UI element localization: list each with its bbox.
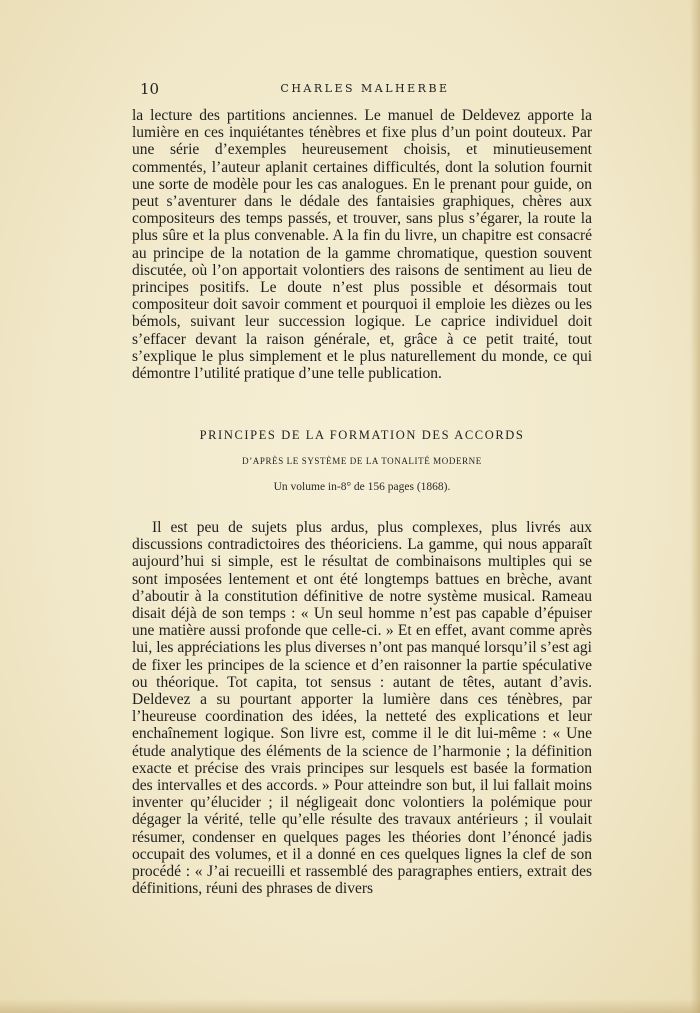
paragraph-deldevez-manual: la lecture des partitions anciennes. Le manuel de Deldevez apporte la lumière en ces inquiétantes ténèbres et fixe plus d’un point douteux. Par une série d’exemples heureusement choisis, et minutieusement commentés, l’auteur aplanit certaines difficultés, dont la solution fournit une sorte de modèle pour les cas analogues. En le prenant pour guide, on peut s’aventurer dans le dédale des fantaisies graphiques, chères aux compositeurs des temps passés, et trouver, sans plus s’égarer, la route la plus sûre et la plus convenable. A la fin du livre, un chapitre est consacré au principe de la notation de la gamme chromatique, question souvent discutée, où l’on apportait volontiers des raisons de sentiment au lieu de principes positifs. Le doute n’est plus possible et désormais tout compositeur doit savoir comment et pourquoi il emploie les dièzes ou les bémols, suivant leur succession logique. Le caprice individuel doit s’effacer devant la raison générale, et, grâce à ce petit traité, tout s’explique le plus simplement et le plus naturellement du monde, ce qui démontre l’utilité pratique d’une telle publication. — [132, 107, 592, 383]
paragraph-formation-accords: Il est peu de sujets plus ardus, plus complexes, plus livrés aux discussions contradictoires des théoriciens. La gamme, qui nous apparaît aujourd’hui si simple, est le résultat de combinaisons multiples qui se sont imposées lentement et ont été longtemps battues en brèche, avant d’aboutir à la constitution définitive de notre système musical. Rameau disait déjà de son temps : « Un seul homme n’est pas capable d’épuiser une matière aussi profonde que celle-ci. » Et en effet, avant comme après lui, les appréciations les plus diverses n’ont pas manqué lorsqu’il s’est agi de fixer les principes de la science et d’en raisonner la partie spéculative ou théorique. Tot capita, tot sensus : autant de têtes, autant d’avis. Deldevez a su pourtant apporter la lumière dans ces ténèbres, par l’heureuse coordination des idées, la netteté des explications et leur enchaînement logique. Son livre est, comme il le dit lui-même : « Une étude analytique des éléments de la science de l’harmonie ; la définition exacte et précise des vrais principes sur lesquels est basée la formation des intervalles et des accords. » Pour atteindre son but, il lui fallait moins inventer qu’élucider ; il négligeait donc volontiers la polémique pour dégager la vérité, telle qu’elle résulte des travaux antérieurs ; il voulait résumer, condenser en quelques pages les théories dont l’énoncé jadis occupait des volumes, et il a donné en ces quelques lignes la clef de son procédé : « J’ai recueilli et rassemblé des paragraphes entiers, extrait des définitions, réuni des phrases de divers — [132, 519, 592, 898]
page-bottom-shadow — [0, 999, 700, 1013]
page-number: 10 — [140, 80, 160, 98]
page-edge-shadow — [690, 0, 700, 1013]
running-head: CHARLES MALHERBE — [280, 82, 450, 95]
section-subtitle: D’APRÈS LE SYSTÈME DE LA TONALITÉ MODERNE — [242, 456, 482, 466]
section-title: PRINCIPES DE LA FORMATION DES ACCORDS — [199, 428, 525, 442]
page-header — [140, 80, 590, 100]
volume-note: Un volume in-8° de 156 pages (1868). — [273, 481, 451, 493]
